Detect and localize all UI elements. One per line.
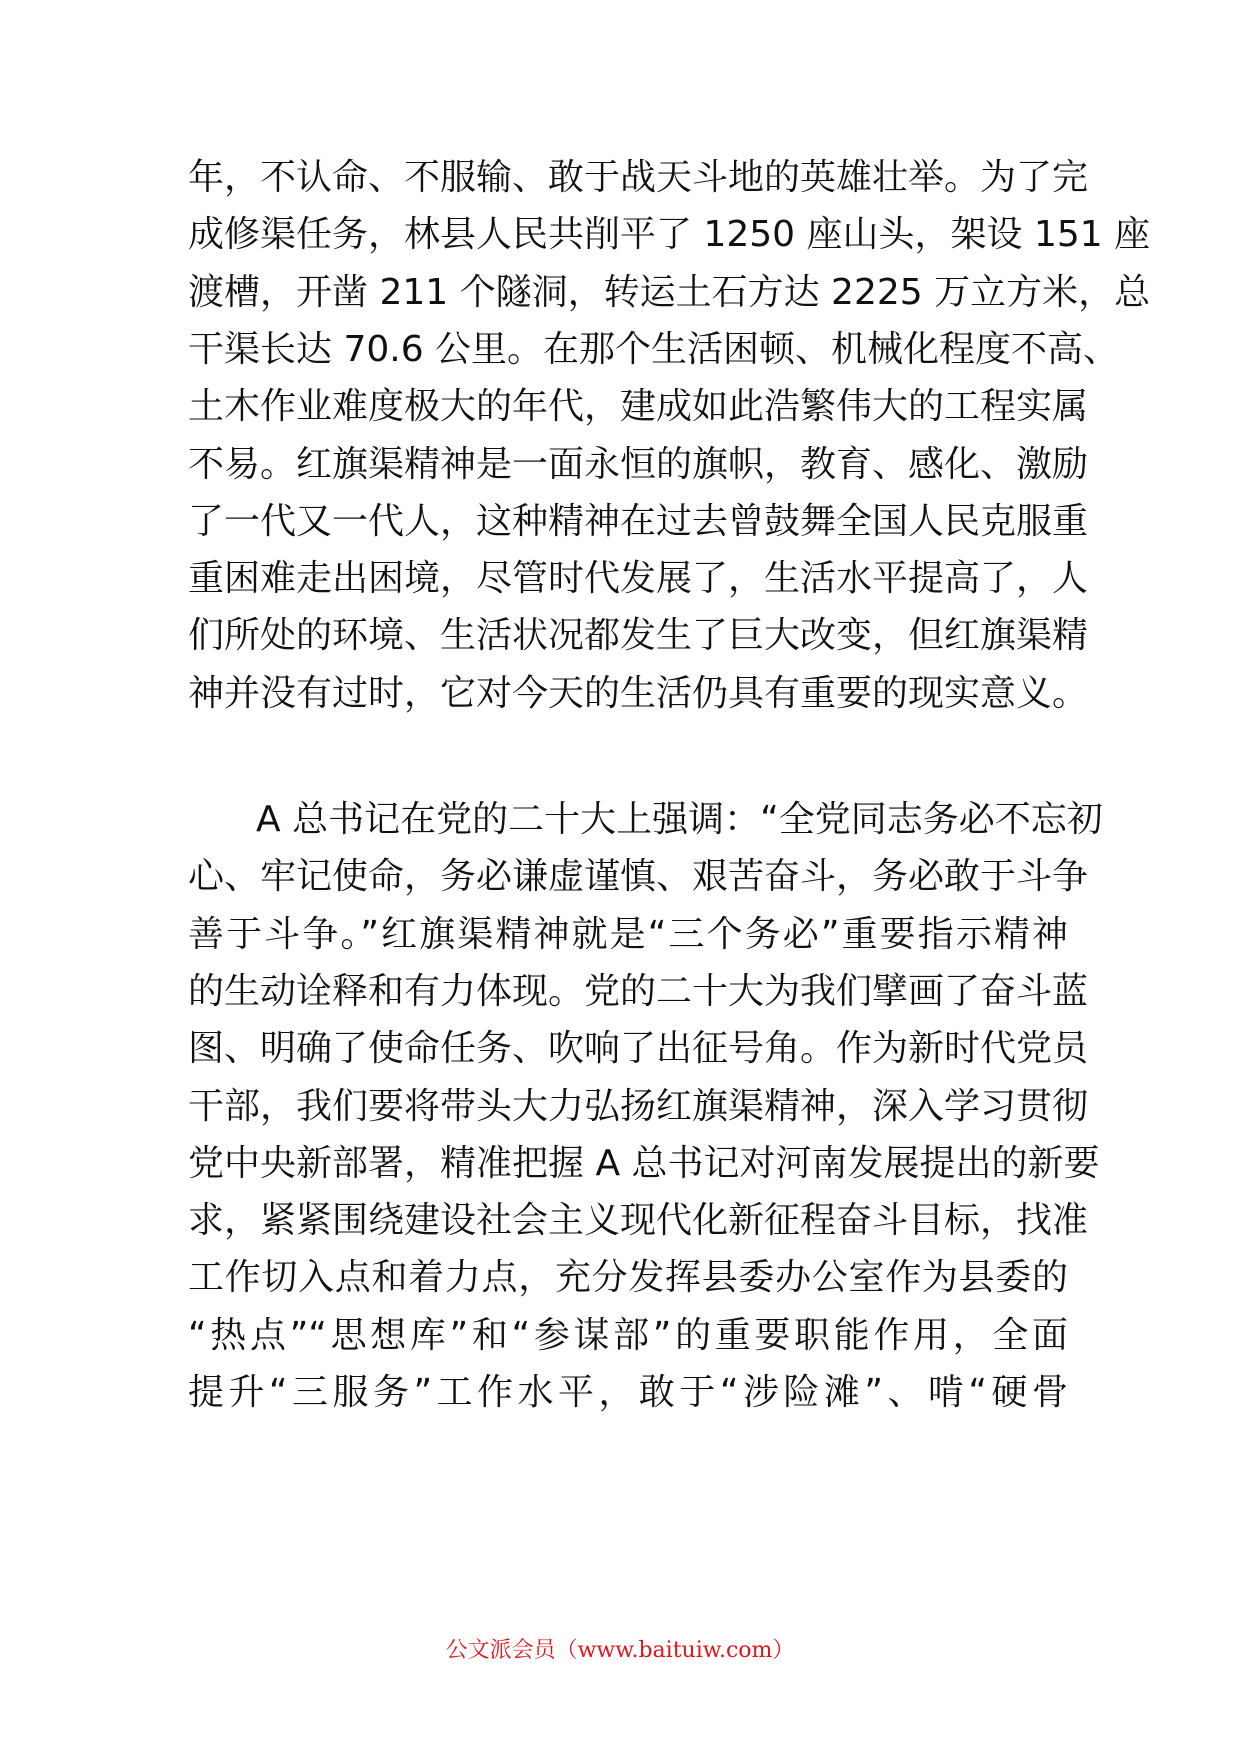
text-line: 的生动诠释和有力体现。党的二十大为我们擘画了奋斗蓝 [188,970,1089,1012]
footer-watermark: 公文派会员（www.baituiw.com） [445,1638,795,1663]
text-line: 渡槽，开凿 211 个隧洞，转运土石方达 2225 万立方米，总 [188,271,1151,313]
text-line: 成修渠任务，林县人民共削平了 1250 座山头，架设 151 座 [188,214,1151,256]
text-line: 工作切入点和着力点，充分发挥县委办公室作为县委的 [188,1257,1068,1299]
text-line: 了一代又一代人，这种精神在过去曾鼓舞全国人民克服重 [188,500,1089,542]
text-line: 心、牢记使命，务必谦虚谨慎、艰苦奋斗，务必敢于斗争 [188,856,1089,898]
text-line: 土木作业难度极大的年代，建成如此浩繁伟大的工程实属 [188,386,1089,428]
text-line: 图、明确了使命任务、吹响了出征号角。作为新时代党员 [188,1028,1089,1070]
text-line: 党中央新部署，精准把握 A 总书记对河南发展提出的新要 [188,1142,1100,1184]
text-line: 重困难走出困境，尽管时代发展了，生活水平提高了，人 [188,558,1089,600]
text-line: “热点”“思想库”和“参谋部”的重要职能作用，全面 [188,1314,1068,1356]
text-line: 年，不认命、不服输、敢于战天斗地的英雄壮举。为了完 [188,157,1089,198]
text-line: A 总书记在党的二十大上强调：“全党同志务必不忘初 [256,799,1103,840]
text-line: 求，紧紧围绕建设社会主义现代化新征程奋斗目标，找准 [188,1200,1089,1242]
text-line: 干部，我们要将带头大力弘扬红旗渠精神，深入学习贯彻 [188,1085,1089,1127]
text-line: 不易。红旗渠精神是一面永恒的旗帜，教育、感化、激励 [188,443,1089,485]
text-line: 干渠长达 70.6 公里。在那个生活困顿、机械化程度不高、 [188,328,1120,370]
text-line: 神并没有过时，它对今天的生活仍具有重要的现实意义。 [188,672,1089,714]
text-line: 们所处的环境、生活状况都发生了巨大改变，但红旗渠精 [188,615,1089,657]
text-line: 善于斗争。”红旗渠精神就是“三个务必”重要指示精神 [188,913,1068,955]
text-line: 提升“三服务”工作水平，敢于“涉险滩”、啃“硬骨 [188,1372,1068,1413]
